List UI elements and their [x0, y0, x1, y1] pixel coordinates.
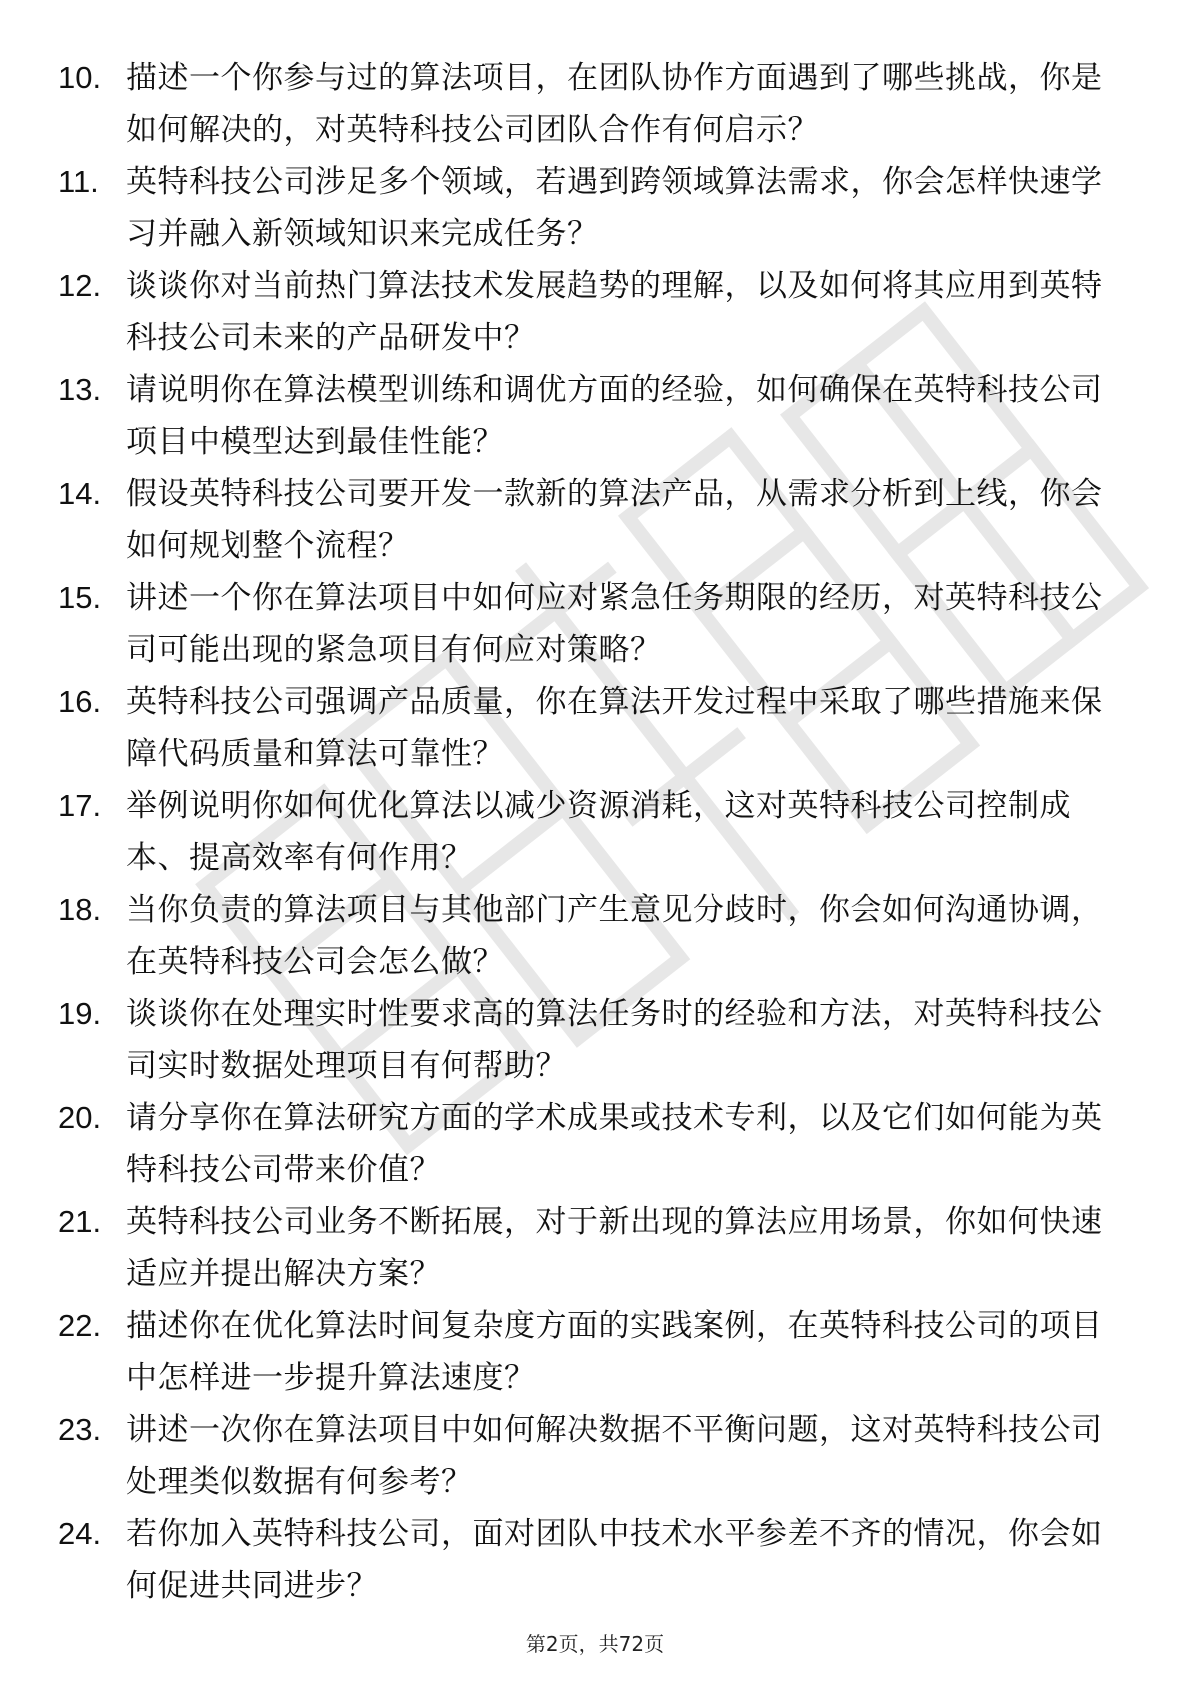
question-text: 请分享你在算法研究方面的学术成果或技术专利，以及它们如何能为英特科技公司带来价值？ [126, 1100, 1103, 1188]
question-number: 13. [58, 372, 102, 407]
question-number: 20. [58, 1100, 102, 1135]
question-number: 15. [58, 580, 102, 615]
list-item [58, 988, 1118, 1092]
question-text: 讲述一次你在算法项目中如何解决数据不平衡问题，这对英特科技公司处理类似数据有何参考？ [126, 1412, 1103, 1500]
question-text: 若你加入英特科技公司，面对团队中技术水平参差不齐的情况，你会如何促进共同进步？ [126, 1516, 1103, 1604]
list-item [58, 780, 1118, 884]
list-item [58, 156, 1118, 260]
question-number: 22. [58, 1308, 102, 1343]
question-number: 23. [58, 1412, 102, 1447]
question-number: 17. [58, 788, 102, 823]
question-text: 描述你在优化算法时间复杂度方面的实践案例，在英特科技公司的项目中怎样进一步提升算法速度？ [126, 1308, 1103, 1396]
list-item [58, 1508, 1118, 1612]
question-text: 谈谈你对当前热门算法技术发展趋势的理解，以及如何将其应用到英特科技公司未来的产品研发中？ [126, 268, 1103, 356]
question-number: 19. [58, 996, 102, 1031]
question-number: 14. [58, 476, 102, 511]
question-text: 当你负责的算法项目与其他部门产生意见分歧时，你会如何沟通协调，在英特科技公司会怎么做？ [126, 892, 1103, 980]
question-number: 12. [58, 268, 102, 303]
question-list [58, 52, 1118, 1612]
list-item [58, 364, 1118, 468]
question-text: 描述一个你参与过的算法项目，在团队协作方面遇到了哪些挑战，你是如何解决的，对英特科技公司团队合作有何启示？ [126, 60, 1103, 148]
question-text: 假设英特科技公司要开发一款新的算法产品，从需求分析到上线，你会如何规划整个流程？ [126, 476, 1103, 564]
question-text: 英特科技公司业务不断拓展，对于新出现的算法应用场景，你如何快速适应并提出解决方案？ [126, 1204, 1103, 1292]
question-number: 11. [58, 164, 99, 199]
list-item [58, 52, 1118, 156]
question-text: 英特科技公司强调产品质量，你在算法开发过程中采取了哪些措施来保障代码质量和算法可靠性？ [126, 684, 1103, 772]
list-item [58, 676, 1118, 780]
question-text: 举例说明你如何优化算法以减少资源消耗，这对英特科技公司控制成本、提高效率有何作用？ [126, 788, 1071, 876]
question-number: 21. [58, 1204, 102, 1239]
list-item [58, 1404, 1118, 1508]
list-item [58, 884, 1118, 988]
list-item [58, 1196, 1118, 1300]
question-number: 10. [58, 60, 102, 95]
list-item [58, 1300, 1118, 1404]
question-number: 24. [58, 1516, 102, 1551]
list-item [58, 1092, 1118, 1196]
list-item [58, 468, 1118, 572]
question-text: 谈谈你在处理实时性要求高的算法任务时的经验和方法，对英特科技公司实时数据处理项目有何帮助？ [126, 996, 1103, 1084]
page-footer: 第2页，共72页 [525, 1632, 665, 1656]
question-text: 请说明你在算法模型训练和调优方面的经验，如何确保在英特科技公司项目中模型达到最佳性能？ [126, 372, 1103, 460]
question-text: 讲述一个你在算法项目中如何应对紧急任务期限的经历，对英特科技公司可能出现的紧急项目有何应对策略？ [126, 580, 1103, 668]
question-text: 英特科技公司涉足多个领域，若遇到跨领域算法需求，你会怎样快速学习并融入新领域知识来完成任务？ [126, 164, 1103, 252]
list-item [58, 260, 1118, 364]
question-number: 16. [58, 684, 102, 719]
list-item [58, 572, 1118, 676]
question-number: 18. [58, 892, 102, 927]
